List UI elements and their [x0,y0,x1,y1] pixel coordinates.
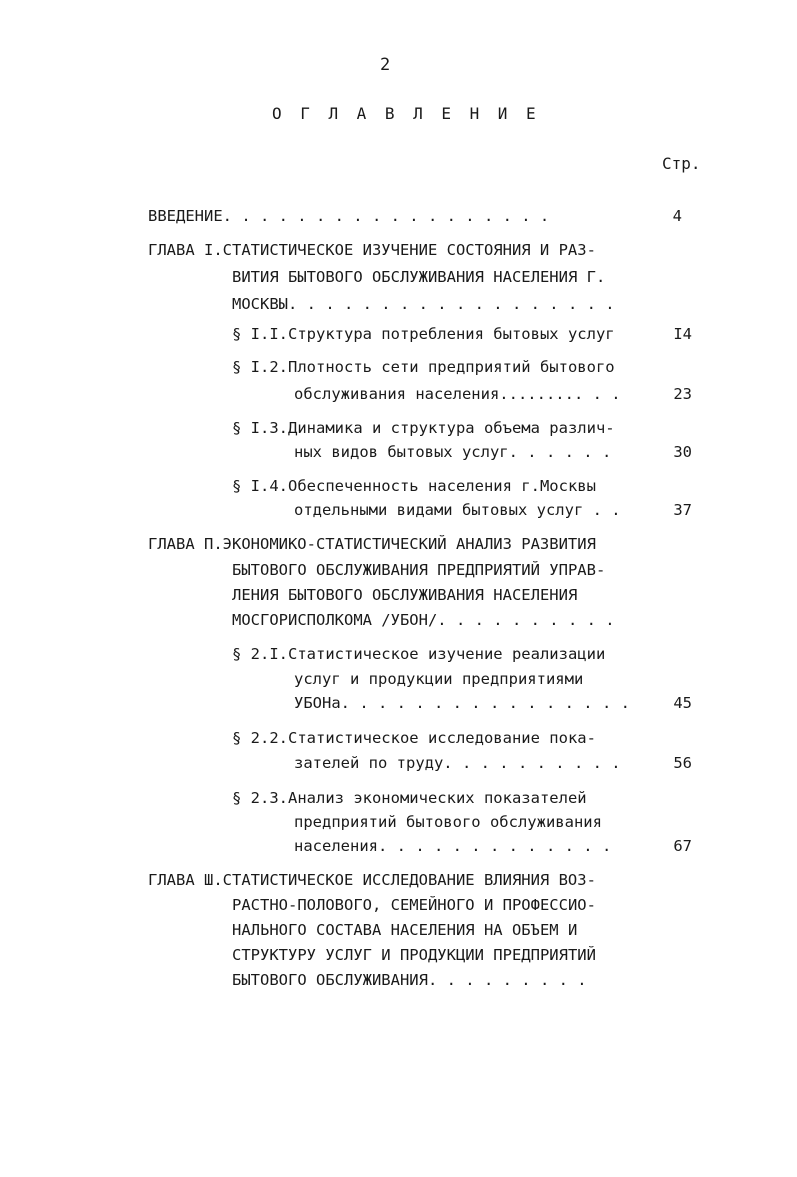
toc-section-2-1-line-2: услуг и продукции предприятиями [294,670,584,688]
toc-chapter-3-line-5: БЫТОВОГО ОБСЛУЖИВАНИЯ. . . . . . . . . [232,971,587,989]
toc-page-1-1: I4 [673,325,692,343]
toc-chapter-2-line-2: БЫТОВОГО ОБСЛУЖИВАНИЯ ПРЕДПРИЯТИЙ УПРАВ- [232,561,606,579]
toc-page-2-1: 45 [673,694,692,712]
toc-chapter-3-line-2: РАСТНО-ПОЛОВОГО, СЕМЕЙНОГО И ПРОФЕССИО- [232,896,596,914]
toc-entry-intro: ВВЕДЕНИЕ. . . . . . . . . . . . . . . . . . [148,207,550,225]
toc-chapter-3-line-1: ГЛАВА Ш.СТАТИСТИЧЕСКОЕ ИССЛЕДОВАНИЕ ВЛИЯНИЯ ВОЗ- [148,871,596,889]
toc-section-1-1: § I.I.Структура потребления бытовых услуг [232,325,615,343]
toc-page-intro: 4 [672,207,682,225]
toc-page-1-2: 23 [673,385,692,403]
toc-page-1-4: 37 [673,501,692,519]
page-number: 2 [380,55,391,75]
toc-page-2-2: 56 [673,754,692,772]
toc-section-2-2-line-2: зателей по труду. . . . . . . . . . [294,754,621,772]
toc-chapter-2-line-3: ЛЕНИЯ БЫТОВОГО ОБСЛУЖИВАНИЯ НАСЕЛЕНИЯ [232,586,578,604]
toc-section-2-3-line-1: § 2.3.Анализ экономических показателей [232,789,587,807]
toc-section-1-3-line-1: § I.3.Динамика и структура объема различ- [232,419,615,437]
toc-section-2-3-line-3: населения. . . . . . . . . . . . . [294,837,612,855]
toc-page-1-3: 30 [673,443,692,461]
toc-section-1-4-line-1: § I.4.Обеспеченность населения г.Москвы [232,477,596,495]
toc-section-2-1-line-3: УБОНа. . . . . . . . . . . . . . . . [294,694,630,712]
toc-section-2-1-line-1: § 2.I.Статистическое изучение реализации [232,645,606,663]
toc-chapter-3-line-3: НАЛЬНОГО СОСТАВА НАСЕЛЕНИЯ НА ОБЪЕМ И [232,921,578,939]
toc-page-2-3: 67 [673,837,692,855]
toc-section-1-3-line-2: ных видов бытовых услуг. . . . . . [294,443,612,461]
toc-chapter-3-line-4: СТРУКТУРУ УСЛУГ И ПРОДУКЦИИ ПРЕДПРИЯТИЙ [232,946,596,964]
toc-chapter-2-line-1: ГЛАВА П.ЭКОНОМИКО-СТАТИСТИЧЕСКИЙ АНАЛИЗ РАЗВИТИЯ [148,535,596,553]
toc-chapter-1-line-3: МОСКВЫ. . . . . . . . . . . . . . . . . . [232,295,615,313]
toc-section-2-3-line-2: предприятий бытового обслуживания [294,813,602,831]
toc-section-2-2-line-1: § 2.2.Статистическое исследование пока- [232,729,596,747]
page-column-header: Стр. [662,154,701,173]
toc-section-1-4-line-2: отдельными видами бытовых услуг . . [294,501,621,519]
toc-section-1-2-line-1: § I.2.Плотность сети предприятий бытового [232,358,615,376]
toc-chapter-2-line-4: МОСГОРИСПОЛКОМА /УБОН/. . . . . . . . . . [232,611,615,629]
toc-chapter-1-line-1: ГЛАВА I.СТАТИСТИЧЕСКОЕ ИЗУЧЕНИЕ СОСТОЯНИЯ И РАЗ- [148,241,596,259]
toc-chapter-1-line-2: ВИТИЯ БЫТОВОГО ОБСЛУЖИВАНИЯ НАСЕЛЕНИЯ Г. [232,268,606,286]
toc-section-1-2-line-2: обслуживания населения......... . . [294,385,621,403]
toc-title: О Г Л А В Л Е Н И Е [272,104,541,123]
